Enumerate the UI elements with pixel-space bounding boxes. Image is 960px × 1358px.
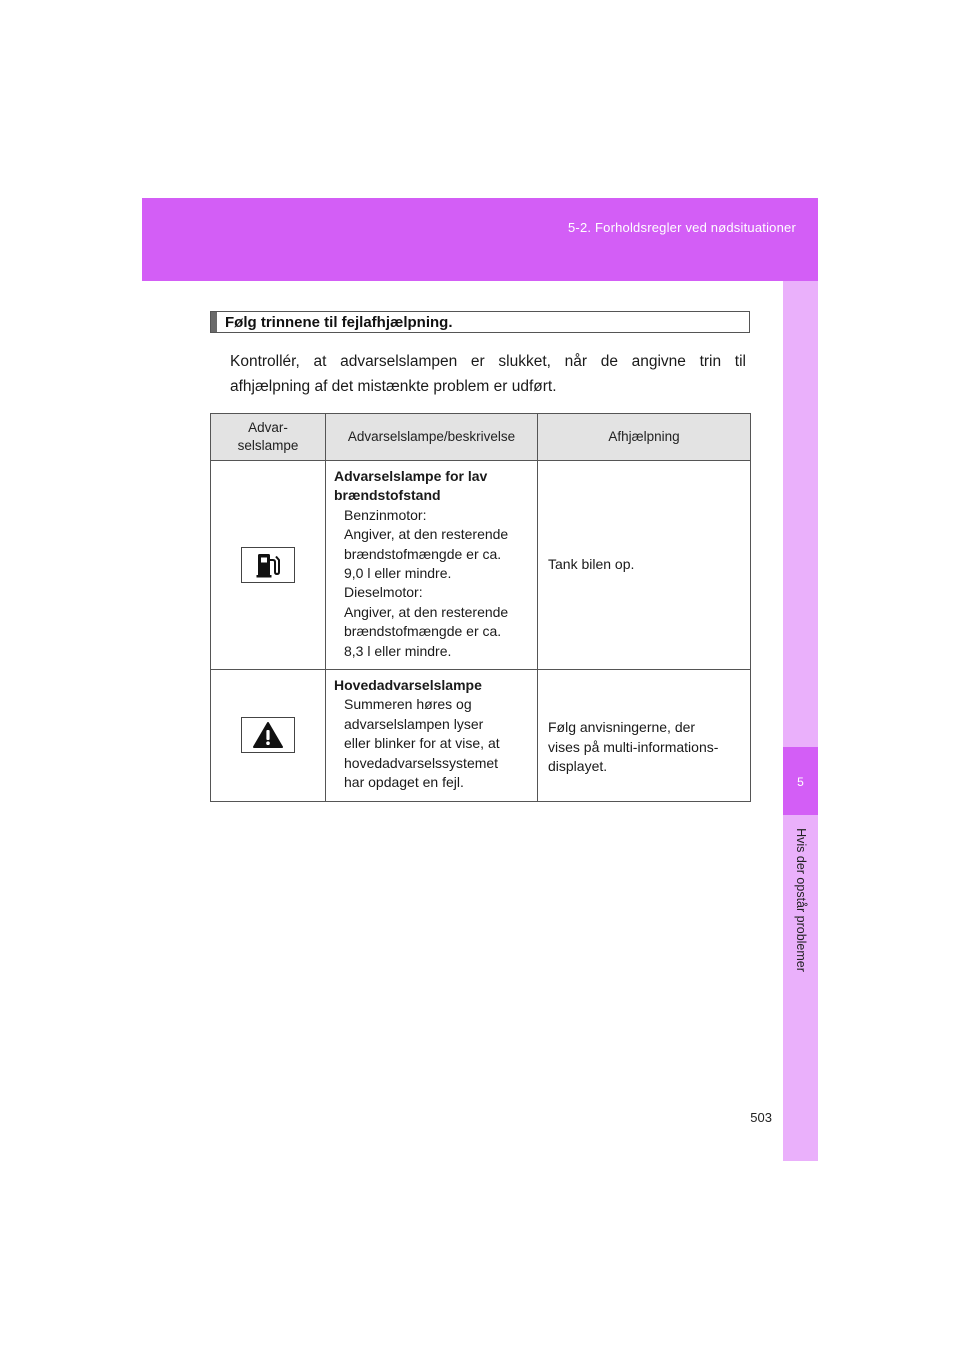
remedy-cell — [538, 670, 751, 801]
column-header-remedy: Afhjælpning — [538, 414, 751, 461]
breadcrumb: 5-2. Forholdsregler ved nødsituationer — [568, 220, 796, 235]
remedy-text: displayet. — [548, 757, 608, 774]
description-line: eller blinker for at vise, at — [344, 735, 500, 752]
table-row — [211, 670, 751, 801]
column-header-lamp-line2: selslampe — [237, 438, 299, 453]
description-line: Summeren høres og — [344, 696, 472, 713]
description-line: advarselslampen lyser — [344, 715, 484, 732]
warning-table — [210, 413, 751, 802]
description-cell — [326, 461, 538, 670]
icon-cell — [211, 670, 326, 801]
chapter-number: 5 — [797, 775, 804, 789]
description-title: Advarselslampe for lav — [334, 468, 488, 484]
description-line: hovedadvarselssystemet — [344, 754, 499, 771]
column-header-lamp — [211, 414, 326, 461]
intro-paragraph: Kontrollér, at advarselslampen er slukket, når de angivne trin til afhjælpning af det mistænkte problem er udført. — [230, 353, 746, 395]
description-line: brændstofmængde er ca. — [344, 545, 502, 562]
page-number: 503 — [750, 1110, 772, 1125]
description-cell — [326, 670, 538, 801]
side-tab — [783, 281, 818, 1161]
table-row — [211, 461, 751, 670]
description-title: Hovedadvarselslampe — [334, 677, 482, 694]
remedy-text: Tank bilen op. — [548, 556, 635, 573]
description-line: har opdaget en fejl. — [344, 774, 464, 791]
chapter-tab[interactable] — [783, 747, 818, 815]
icon-cell — [211, 461, 326, 670]
chapter-title: Hvis der opstår problemer — [794, 828, 808, 972]
header-band — [142, 198, 818, 281]
description-line: brændstofmængde er ca. — [344, 623, 502, 640]
table-header-row — [211, 414, 751, 461]
section-title: Følg trinnene til fejlafhjælpning. — [225, 313, 453, 331]
remedy-text: vises på multi-informations- — [548, 738, 719, 755]
description-line: Angiver, at den resterende — [344, 603, 509, 620]
fuel-pump-icon — [241, 547, 295, 583]
remedy-text: Følg anvisningerne, der — [548, 719, 696, 736]
column-header-lamp-line1: Advar- — [248, 420, 288, 435]
description-title: brændstofstand — [334, 487, 441, 504]
description-line: Angiver, at den resterende — [344, 526, 509, 543]
description-line: Benzinmotor: — [344, 506, 427, 523]
description-line: Dieselmotor: — [344, 584, 423, 601]
remedy-cell — [538, 461, 751, 670]
description-line: 9,0 l eller mindre. — [344, 565, 452, 582]
section-heading — [210, 311, 750, 333]
description-line: 8,3 l eller mindre. — [344, 642, 452, 659]
master-warning-icon — [241, 717, 295, 753]
column-header-description: Advarselslampe/beskrivelse — [326, 414, 538, 461]
